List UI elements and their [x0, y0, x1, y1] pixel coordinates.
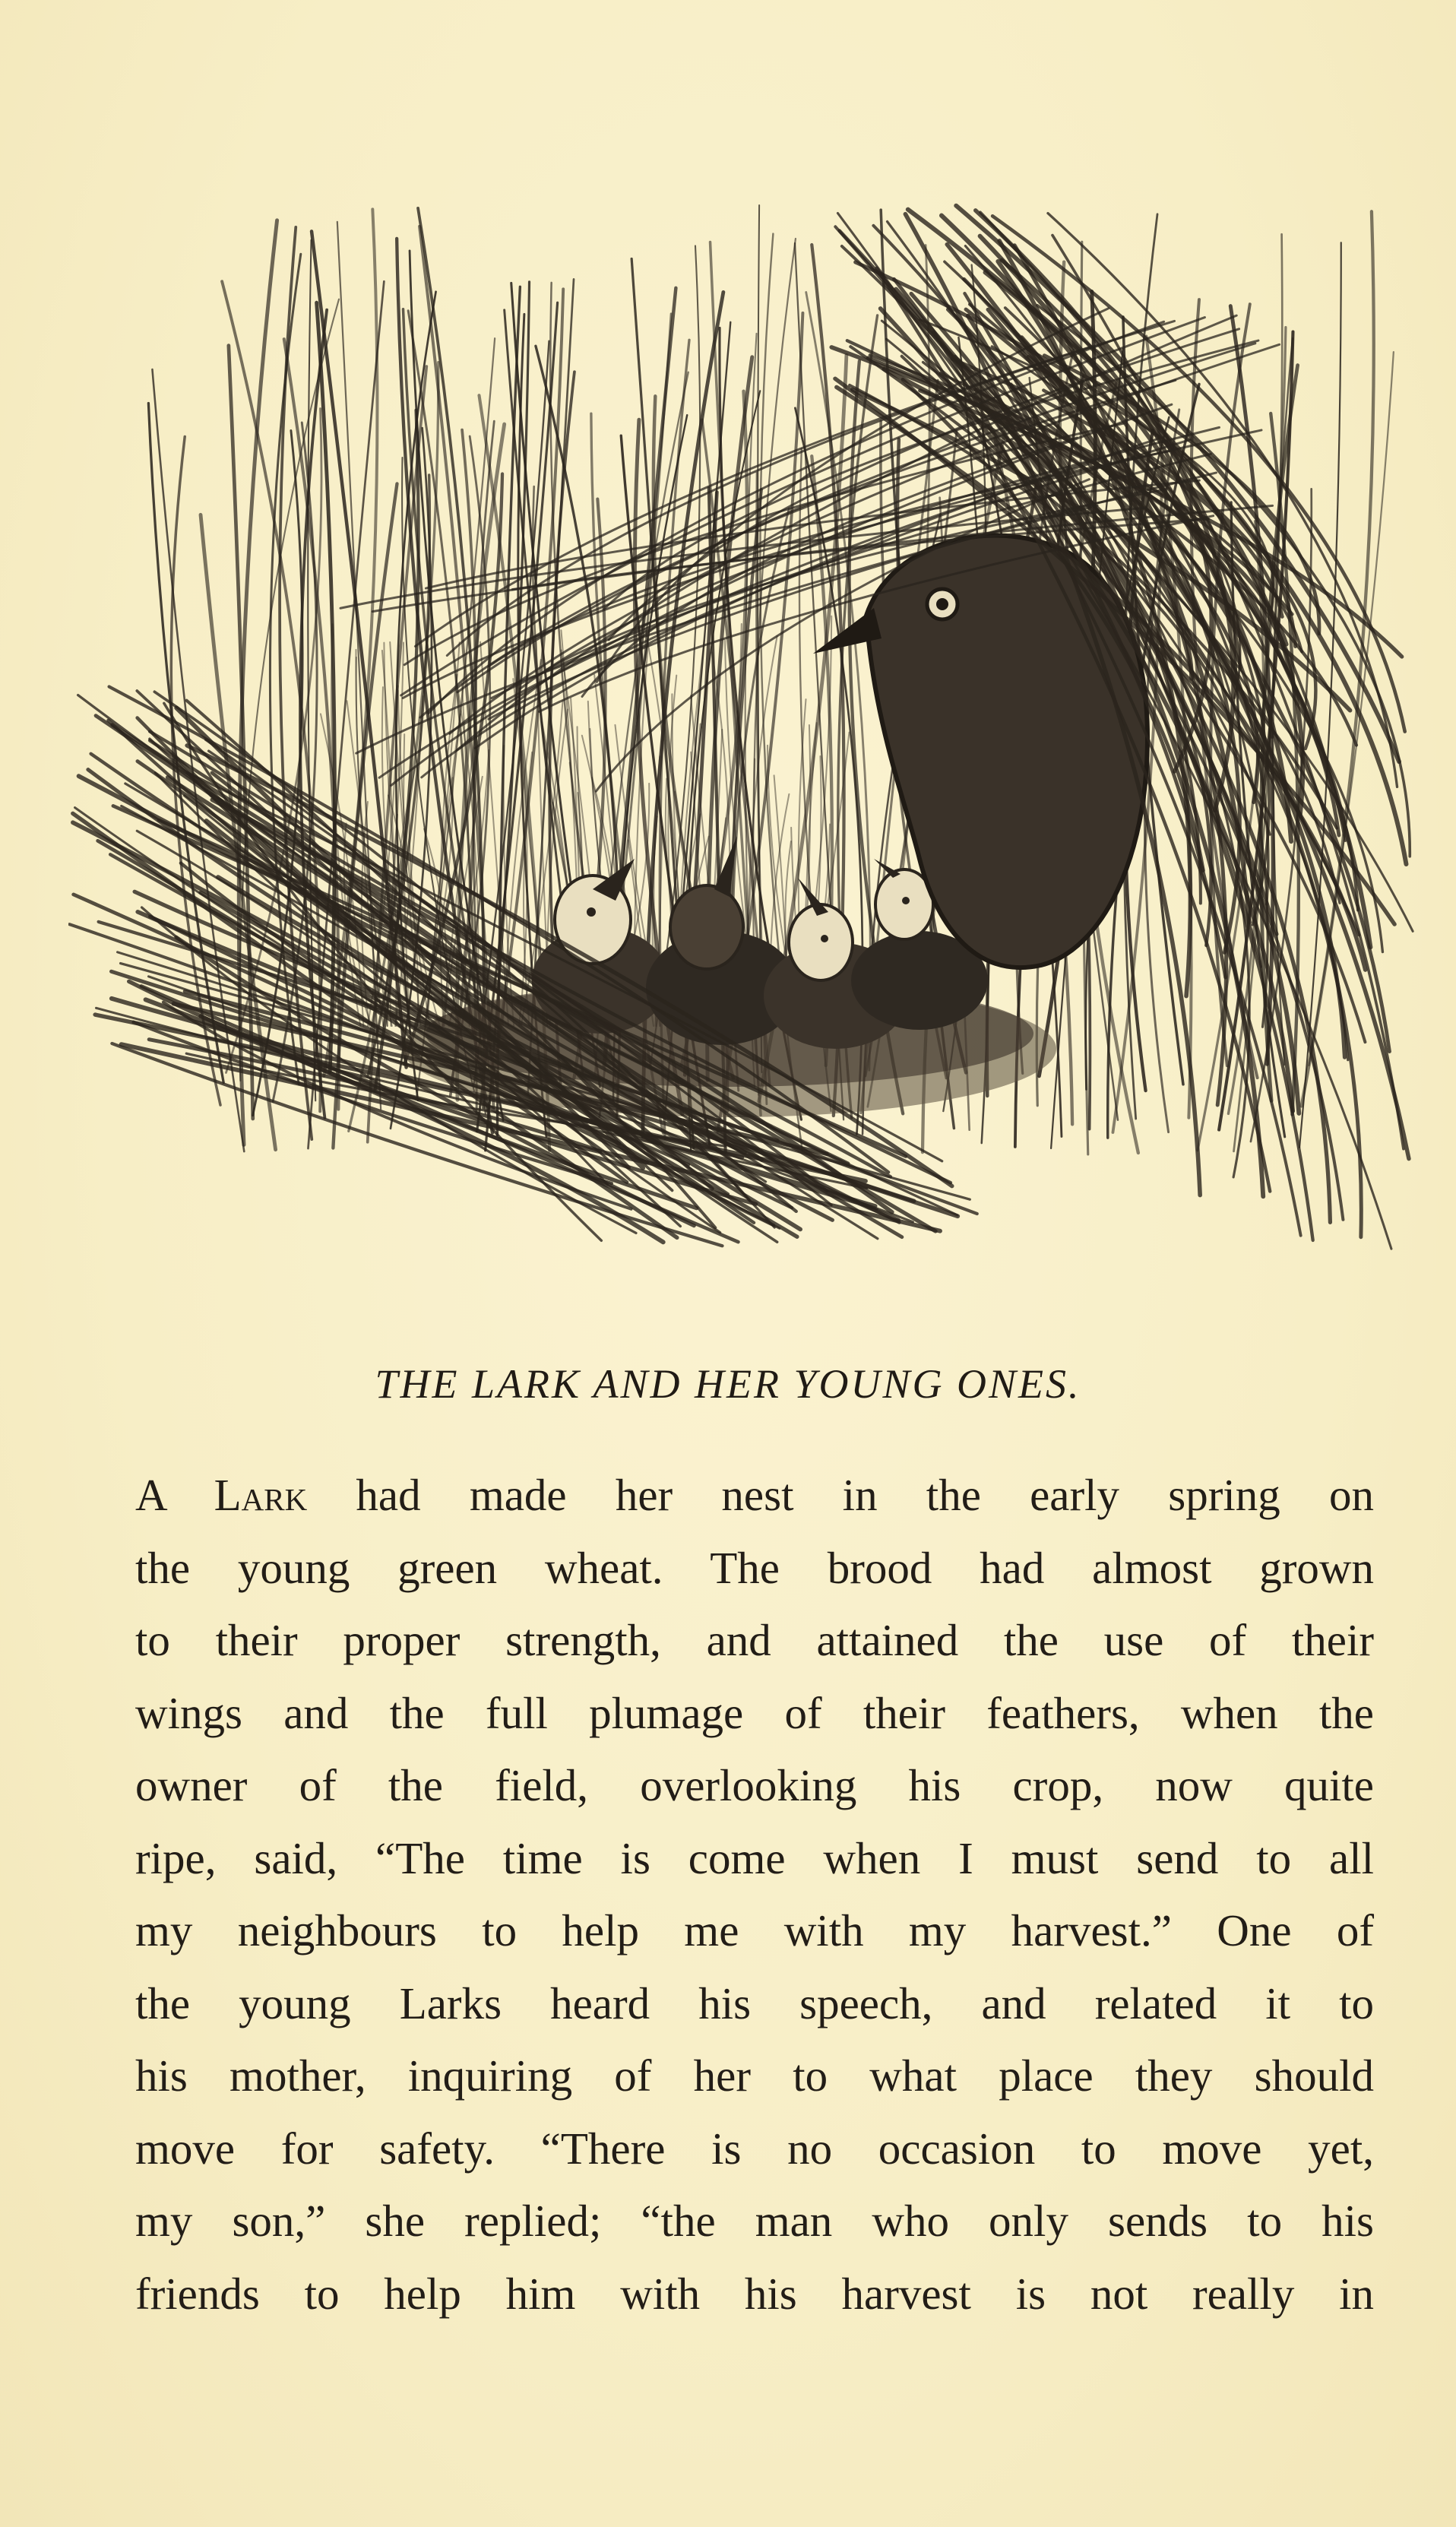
lead-name: Lark: [214, 1470, 308, 1520]
line-1-rest: had made her nest in the early spring on: [307, 1470, 1374, 1520]
illustration-svg: [68, 190, 1421, 1269]
lark-nest-illustration: [68, 190, 1421, 1269]
text-line-12: friends to help him with his harvest is not really in: [135, 2268, 1374, 2319]
text-line-6: ripe, said, “The time is come when I must send to all: [135, 1832, 1374, 1883]
text-line-8: the young Larks heard his speech, and related it to: [135, 1978, 1374, 2028]
text-line-10: move for safety. “There is no occasion to move yet,: [135, 2123, 1374, 2174]
text-line-2: the young green wheat. The brood had almost grown: [135, 1542, 1374, 1593]
lead-word: A: [135, 1470, 166, 1520]
text-line-5: owner of the field, overlooking his crop, now quite: [135, 1760, 1374, 1810]
text-line-9: his mother, inquiring of her to what place they should: [135, 2050, 1374, 2101]
story-paragraph: [135, 1459, 1374, 2330]
text-line-3: to their proper strength, and attained the use of their: [135, 1615, 1374, 1665]
text-line-7: my neighbours to help me with my harvest.” One of: [135, 1905, 1374, 1955]
story-title: THE LARK AND HER YOUNG ONES.: [375, 1361, 1081, 1407]
text-line-11: my son,” she replied; “the man who only sends to his: [135, 2196, 1374, 2246]
grass-blade: [280, 227, 312, 1139]
text-line-4: wings and the full plumage of their feathers, when the: [135, 1687, 1374, 1738]
grass-blade: [222, 281, 321, 1111]
text-line-1: [135, 1459, 1374, 1532]
